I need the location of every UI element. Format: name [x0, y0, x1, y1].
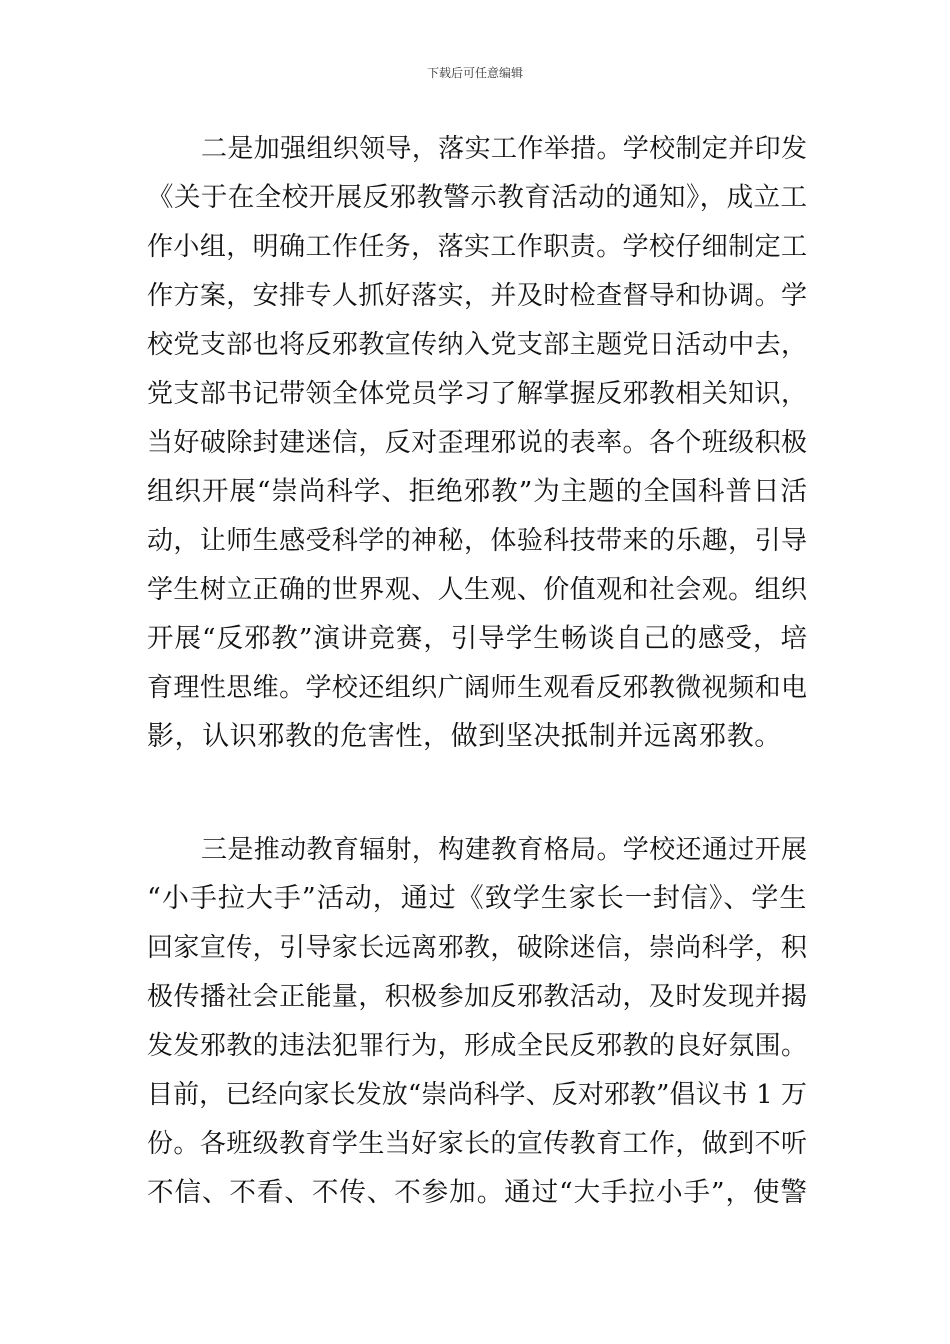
paragraph-1-line-2: 《关于在全校开展反邪教警示教育活动的通知》，成立工 [147, 182, 807, 213]
paragraph-1-line-13: 影，认识邪教的危害性，做到坚决抵制并远离邪教。 [147, 721, 782, 752]
paragraph-2-line-1: 三是推动教育辐射，构建教育格局。学校还通过开展 [201, 835, 807, 865]
page-header: 下载后可任意编辑 [426, 66, 523, 80]
paragraph-2-line-6: 目前，已经向家长发放“崇尚科学、反对邪教”倡议书 1 万 [147, 1080, 807, 1110]
paragraph-1-line-3: 作小组，明确工作任务，落实工作职责。学校仔细制定工 [147, 232, 807, 262]
paragraph-1-line-5: 校党支部也将反邪教宣传纳入党支部主题党日活动中去， [147, 330, 807, 360]
paragraph-1-line-9: 动，让师生感受科学的神秘，体验科技带来的乐趣，引导 [147, 526, 807, 556]
paragraph-1-line-1: 二是加强组织领导，落实工作举措。学校制定并印发 [201, 134, 807, 164]
paragraph-1-line-6: 党支部书记带领全体党员学习了解掌握反邪教相关知识， [147, 379, 807, 409]
paragraph-1-line-12: 育理性思维。学校还组织广阔师生观看反邪教微视频和电 [147, 673, 807, 703]
paragraph-1-line-10: 学生树立正确的世界观、人生观、价值观和社会观。组织 [147, 575, 807, 605]
paragraph-2-line-2: “小手拉大手”活动，通过《致学生家长一封信》、学生 [147, 883, 807, 914]
paragraph-1-line-11: 开展“反邪教”演讲竞赛，引导学生畅谈自己的感受，培 [147, 623, 807, 654]
paragraph-2-line-3: 回家宣传，引导家长远离邪教，破除迷信，崇尚科学，积 [147, 933, 807, 963]
paragraph-2-line-4: 极传播社会正能量，积极参加反邪教活动，及时发现并揭 [147, 982, 807, 1012]
paragraph-2-line-7: 份。各班级教育学生当好家长的宣传教育工作，做到不听 [147, 1129, 807, 1159]
paragraph-1-line-7: 当好破除封建迷信，反对歪理邪说的表率。各个班级积极 [147, 428, 807, 458]
paragraph-1-line-8: 组织开展“崇尚科学、拒绝邪教”为主题的全国科普日活 [147, 476, 807, 507]
paragraph-2-line-5: 发发邪教的违法犯罪行为，形成全民反邪教的良好氛围。 [147, 1031, 807, 1061]
paragraph-2-line-8: 不信、不看、不传、不参加。通过“大手拉小手”，使警 [147, 1177, 807, 1208]
paragraph-1-line-4: 作方案，安排专人抓好落实，并及时检查督导和协调。学 [147, 281, 807, 311]
